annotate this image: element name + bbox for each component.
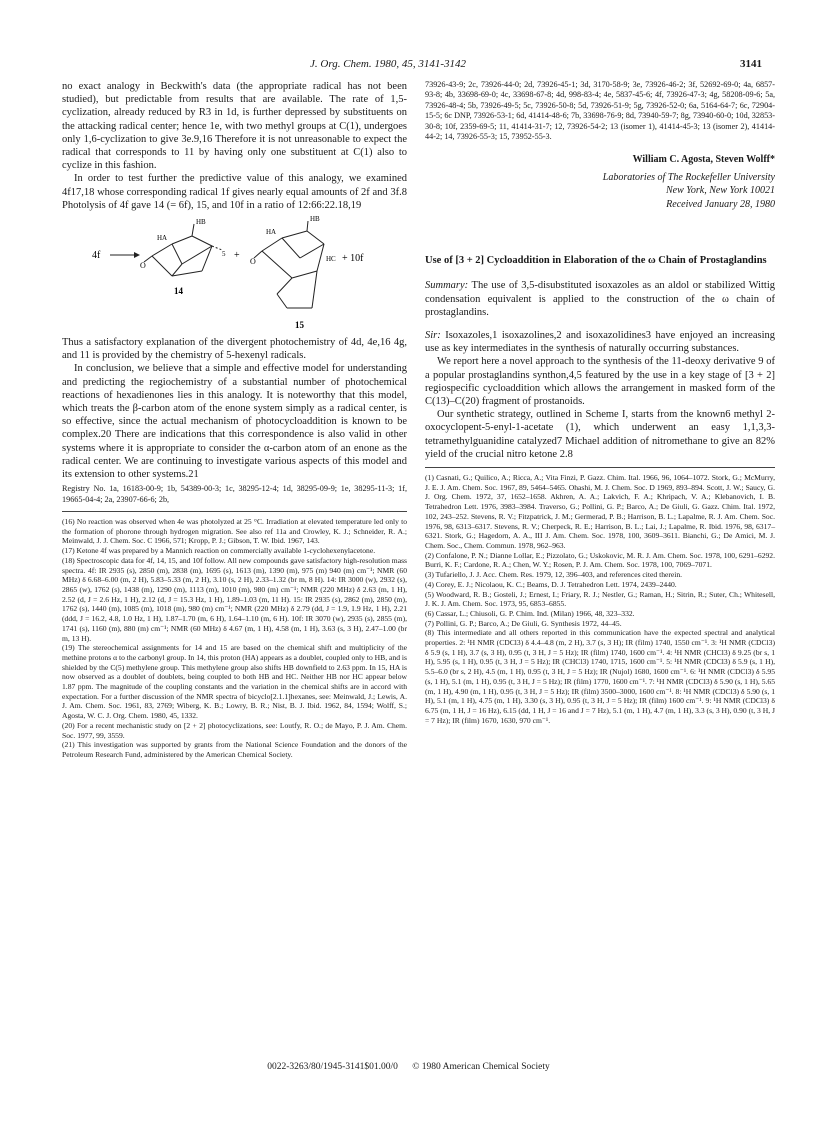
right-footnotes bbox=[425, 473, 775, 725]
affiliation bbox=[425, 171, 775, 197]
scheme-start-label: 4f bbox=[92, 250, 101, 262]
scheme-hc-label: HC bbox=[326, 255, 336, 264]
scheme-sub5-label: 5 bbox=[222, 250, 226, 259]
reaction-scheme-drawing bbox=[62, 216, 407, 334]
structure-14 bbox=[144, 224, 222, 276]
footer-code: 0022-3263/80/1945-3141$01.00/0 bbox=[267, 1062, 398, 1072]
article-title: Use of [3 + 2] Cycloaddition in Elaboration of the ω Chain of Prostaglandins bbox=[425, 255, 767, 267]
summary-text: The use of 3,5-disubstituted isoxazoles as an aldol or stabilized Wittig condensation equivalent is applied to the construction of the ω chain of prostaglandins. bbox=[425, 280, 776, 318]
reaction-arrowhead bbox=[134, 252, 140, 258]
author-names: William C. Agosta, Steven Wolff* bbox=[632, 154, 775, 166]
compound-15-label: 15 bbox=[295, 320, 304, 331]
left-paragraph-3: Thus a satisfactory explanation of the divergent photochemistry of 4d, 4e,16 4g, and 11 is provided by the chemistry of 5-hexenyl radicals. bbox=[62, 337, 407, 362]
footnote-rule bbox=[62, 511, 407, 512]
footnote-18: (18) Spectroscopic data for 4f, 14, 15, and 10f follow. All new compounds gave satisfactory high-resolution mass spectra. 4f: IR 2935 (s), 2850 (m), 2838 (m), 1695 (s), 1613 (m), 1390 (m), 975 (m) 940 (m) cm⁻¹; NMR (60 MHz) δ 6.68–6.00 (m, 2 H), 5.83–5.33 (m, 2 H), 3.10 (s, 2 H), 2.33–1.32 (br m, 8 H). 14: IR 3000 (w), 2932 (s), 2865 (w), 1762 (s), 1438 (m), 1290 (m), 1113 (m), 1010 (m), 980 (m) cm⁻¹; NMR (220 MHz) δ 2.63 (m, 1 H), 2.52 (d, J = 2.6 Hz, 1 H), 2.12 (d, J = 15.3 Hz, 1 H), 1.89–1.03 (m, 11 H). 15: IR 2935 (s), 2862 (m), 2850 (m), 1762 (s), 1440 (m), 1085 (m), 1018 (m), 980 (m) cm⁻¹; NMR (220 MHz) δ 2.79 (dd, J = 1.9, 1.9 Hz, 1 H), 2.21 (ddd, J = 16.2, 4.8, 1.0 Hz, 1 H), 1.87–1.70 (m, 6 H), 1.64–1.10 (m, 6 H). 10f: IR 3070 (w), 2935 (s), 2855 (m), 1741 (s), 1160 (m), 880 (m) cm⁻¹; NMR (60 MHz) δ 4.67 (m, 1 H), 4.58 (m, 1 H), 3.63 (s, 3 H), 2.47–1.00 (br m, 13 H). bbox=[62, 555, 407, 643]
reference-4: (4) Corey, E. J.; Nicolaou, K. C.; Beams, D. J. Tetrahedron Lett. 1974, 2439–2440. bbox=[425, 579, 677, 589]
reaction-scheme bbox=[62, 216, 407, 334]
left-column bbox=[62, 80, 407, 760]
scheme-plus-10f: + 10f bbox=[342, 253, 364, 265]
page-footer bbox=[0, 1062, 817, 1072]
left-footnotes bbox=[62, 517, 407, 760]
reference-6: (6) Cassar, L.; Chiusoli, G. P. Chim. Ind. (Milan) 1966, 48, 323–332. bbox=[425, 608, 635, 618]
right-column bbox=[425, 80, 775, 725]
sir-label: Sir: bbox=[425, 330, 441, 342]
registry-numbers-continued: 73926-43-9; 2c, 73926-44-0; 2d, 73926-45-1; 3d, 3170-58-9; 3e, 73926-46-2; 3f, 52692-69-0; 4a, 6857-93-8; 4b, 33698-69-0; 4c, 33698-67-8; 4d, 998-83-4; 4e, 5837-45-6; 4f, 73926-47-3; 4g, 58208-09-6; 5a, 73926-48-4; 5b, 73926-49-5; 5c, 73926-50-8; 5d, 73926-51-9; 5g, 73926-52-0; 6a, 5164-64-7; 6c, 72904-15-5; 6c DNP, 73926-53-1; 6d, 41414-48-6; 7b, 33698-76-9; 8d, 73940-59-7; 8g, 73940-60-0; 10d, 32853-30-8; 10f, 2359-69-5; 11, 41414-31-7; 12, 73926-54-2; 13 (isomer 1), 41414-45-3; 13 (isomer 2), 41414-44-2; 14, 73926-55-3; 15, 73952-55-3. bbox=[425, 80, 775, 142]
right-paragraph-3: Our synthetic strategy, outlined in Scheme I, starts from the known6 methyl 2-oxocyclopent-5-enyl-1-acetate (1), which underwent an easy 1,1,3,3-tetramethylguanidine catalyzed7 Michael addition of nitromethane to give an 82% yield of the crucial nitro ketone 2.8 bbox=[425, 409, 775, 460]
reference-8: (8) This intermediate and all others reported in this communication have the expected spectral and analytical properties. 2: ¹H NMR (CDCl3) δ 4.4–4.8 (m, 2 H), 3.7 (s, 3 H); IR (film) 1740, 1550 cm⁻¹. 3: ¹H NMR (CDCl3) δ 5.9 (s, 1 H), 3.7 (s, 3 H), 0.95 (t, 3 H, J = 5 Hz); IR (film) 1740, 1600 cm⁻¹. 4: ¹H NMR (CHCl3) δ 9.25 (br s, 1 H), 5.95 (s, 1 H), 0.95 (t, 3 H, J = 5 Hz); IR (CHCl3) 1740, 1715, 1600 cm⁻¹. 5: ¹H NMR (CDCl3) δ 5.9 (s, 1 H), 5.5–6.0 (br s, 2 H), 4.5 (m, 1 H), 0.95 (t, 3 H, J = 5 Hz); IR (Nujol) 1680, 1600 cm⁻¹. 6: ¹H NMR (CDCl3) δ 5.95 (s, 1 H), 5.1 (m, 1 H), 0.95 (t, 3 H, J = 5 Hz); IR (film) 1770, 1600 cm⁻¹. 7: ¹H NMR (CDCl3) δ 5.90 (s, 1 H), 5.65 (m, 1 H), 4.90 (m, 1 H), 0.95 (t, 3 H, J = 5 Hz); IR (film) 3500–3000, 1600 cm⁻¹. 8: ¹H NMR (CDCl3) δ 5.90 (s, 1 H), 5.1 (m, 1 H), 4.75 (m, 1 H), 3.30 (s, 3 H), 0.95 (t, 3 H, J = 5 Hz); IR (film) 1600 cm⁻¹. 9: ¹H NMR (CDCl3) δ 6.75 (m, 1 H, J = 16 Hz), 6.15 (dd, 1 H, J = 16 and J = 7 Hz), 5.1 (m, 1 H), 4.7 (m, 1 H), 3.3 (s, 3 H), 0.90 (t, 3 H, J = 7 Hz); IR (film) 1670, 1630, 970 cm⁻¹. bbox=[425, 628, 775, 725]
running-head bbox=[62, 58, 762, 74]
sir-paragraph bbox=[425, 329, 775, 355]
scheme-ha-label: HA bbox=[157, 234, 168, 243]
reference-7: (7) Pollini, G. P.; Barco, A.; De Giuli, G. Synthesis 1972, 44–45. bbox=[425, 618, 622, 628]
left-paragraph-2: In order to test further the predictive value of this analogy, we examined 4f17,18 whose corresponding radical 1f gives nearly equal amounts of 2f and 3f.8 Photolysis of 4f gave 14 (= 6f), 15, and 10f in a ratio of 12:66:22.18,19 bbox=[62, 173, 407, 211]
page-number: 3141 bbox=[740, 58, 762, 70]
registry-numbers: Registry No. 1a, 16183-00-9; 1b, 54389-00-3; 1c, 38295-12-4; 1d, 38295-09-9; 1e, 38295-11-3; 1f, 19665-04-4; 2a, 23907-66-6; 2b, bbox=[62, 484, 407, 504]
reference-1: (1) Casnati, G.; Quilico, A.; Ricca, A.; Vita Finzi, P. Gazz. Chim. Ital. 1966, 96, 1064–1072. Stork, G.; McMurry, J. E. J. Am. Chem. Soc. 1967, 89, 5464–5465. Ohashi, M. J. Chem. Soc. D 1969, 893–894. Scott, J. W.; Saucy, G. J. Org. Chem. 1972, 37, 1652–1658. Akhren, A. A.; Lakvich, F. A.; Khripach, V. A.; Klebanovich, I. B. Tetrahedron Lett. 1976, 3983–3984. Traverso, G.; Pollini, G. P.; Barco, A.; De Giuli, G. Gazz. Chim. Ital. 1972, 102, 243–252. Stevens, R. V.; Fitzpatrick, J. M.; Germerad, P. B.; Harrison, B. L.; Lapalme, R. J. Am. Chem. Soc. 1976, 98, 6313–6317. Stevens, R. V.; Cherpeck, R. E.; Harrison, B. L.; Lai, J.; Lapalme, R. Ibid. 1976, 98, 6317–6321. Stork, G.; Hagedorn, A. A., III J. Am. Chem. Soc. 1978, 100, 3609–3611. Bianchi, G.; De Amici, M. J. Chem. Soc., Chem. Commun. 1978, 962–963. bbox=[425, 473, 775, 550]
affiliation-line-1: Laboratories of The Rockefeller University bbox=[602, 172, 775, 184]
scheme-plus-1: + bbox=[234, 250, 240, 262]
running-head-journal: J. Org. Chem. 1980, 45, 3141-3142 bbox=[310, 58, 467, 70]
right-paragraph-2: We report here a novel approach to the synthesis of the 11-deoxy derivative 9 of a popular prostaglandins synthon,4,5 featured by the use in a key stage of [3 + 2] regiospecific cycloaddition which allows the arrangement in masked form of the C(13)–C(20) fragment of prostanoids. bbox=[425, 356, 775, 408]
footer-copyright: © 1980 American Chemical Society bbox=[412, 1062, 550, 1072]
left-paragraph-1: no exact analogy in Beckwith's data (the appropriate radical has not been studied), but predictable from results that are available. The rate of 1,5-cyclization, already reduced by R3 in 1d, is further depressed by substituents on the attacking radical center; hence 1e, with two methyl groups at C(1), undergoes only 1,6-cyclization to give 3e.9,16 Therefore it is not unreasonable to expect the radical that corresponds to 11 by having only one substituent at C(1) also to cyclize in this fashion. bbox=[62, 81, 407, 172]
structure-15 bbox=[254, 221, 324, 308]
left-paragraph-4: In conclusion, we believe that a simple and effective model for understanding and predicting the regiochemistry of a substantial number of photochemical reactions of hexadienones lies in this analogy. It is noteworthy that this model, which treats the β-carbon atom of the enone system simply as a radical center, is so effective, since the actual mechanism of photocycloaddition is known to be complex.20 There are indications that this correspondence is also valid in other systems where it is appropriate to consider the α-carbon atom of an enone as the radical center. We are continuing to investigate various aspects of this model and its extension to other systems.21 bbox=[62, 363, 407, 481]
summary bbox=[425, 279, 775, 319]
reference-2: (2) Confalone, P. N.; Dianne Lollar, E.; Pizzolato, G.; Uskokovic, M. R. J. Am. Chem. Soc. 1978, 100, 6291–6292. Burri, K. F.; Cardone, R. A.; Chen, W. Y.; Rosen, P. J. Am. Chem. Soc. 1978, 100, 7069–7071. bbox=[425, 550, 775, 570]
compound-14-label: 14 bbox=[174, 286, 183, 297]
footnote-rule-right bbox=[425, 467, 775, 468]
footnote-17: (17) Ketone 4f was prepared by a Mannich reaction on commercially available 1-cyclohexenylacetone. bbox=[62, 546, 376, 556]
reference-5: (5) Woodward, R. B.; Gosteli, J.; Ernest, I.; Friary, R. J.; Nestler, G.; Raman, H.; Sitrin, R.; Suter, Ch.; Whitesell, J. K. J. Am. Chem. Soc. 1973, 95, 6853–6855. bbox=[425, 589, 775, 609]
svg-text:O: O bbox=[250, 257, 256, 267]
sir-text: Isoxazoles,1 isoxazolines,2 and isoxazolidines3 have enjoyed an increasing use as key intermediates in the synthesis of naturally occurring substances. bbox=[425, 330, 776, 355]
footnote-21: (21) This investigation was supported by grants from the National Science Foundation and the donors of the Petroleum Research Fund, administered by the American Chemical Society. bbox=[62, 740, 407, 759]
footnote-20: (20) For a recent mechanistic study on [2 + 2] photocyclizations, see: Loutfy, R. O.; de Mayo, P. J. Am. Chem. Soc. 1977, 99, 3559. bbox=[62, 720, 407, 740]
scheme-hb2-label: HB bbox=[310, 216, 320, 224]
scheme-hb-label: HB bbox=[196, 218, 206, 227]
footnote-16: (16) No reaction was observed when 4e was photolyzed at 25 °C. Irradiation at elevated temperature led only to the formation of phorone through hydrogen migration. See also ref 11a and Crowley, K. J.; Schneider, R. A.; Meinwald, J. J. Chem. Soc. C 1966, 571; Kropp, P. J.; Gibson, T. W. Ibid. 1967, 143. bbox=[62, 517, 407, 546]
received-date: Received January 28, 1980 bbox=[666, 199, 775, 211]
affiliation-line-2: New York, New York 10021 bbox=[665, 185, 775, 197]
scheme-ha2-label: HA bbox=[266, 228, 277, 237]
reference-3: (3) Tufariello, J. J. Acc. Chem. Res. 1979, 12, 396–403, and references cited therein. bbox=[425, 570, 683, 580]
svg-text:O: O bbox=[140, 261, 146, 271]
footnote-19: (19) The stereochemical assignments for 14 and 15 are based on the chemical shift and multiplicity of the methine protons α to the carbonyl group. In 14, this proton (HA) appears as a doublet, coupled only to HB, and is shielded by the C(5) methylene group. This methylene group also shifts HB downfield to 2.63 ppm. In 15, HA is now observed as a doublet of doublets, being coupled to both HB and HC. Neither HB nor HC appear below 1.87 ppm. The magnitude of the coupling constants and the variation in the chemical shifts are in accord with expectation. For a further discussion of the NMR spectra of bicyclo[2.1.1]hexanes, see: Meinwald, J.; Lewis, A. J. Am. Chem. Soc. 1961, 83, 2769; Wiberg, K. B.; Lowry, B. R.; Nist, B. J. Ibid. 1962, 84, 1594; Wolff, S.; Agosta, W. C. J. Org. Chem. 1980, 45, 1332. bbox=[62, 643, 407, 721]
summary-label: Summary: bbox=[425, 280, 469, 292]
